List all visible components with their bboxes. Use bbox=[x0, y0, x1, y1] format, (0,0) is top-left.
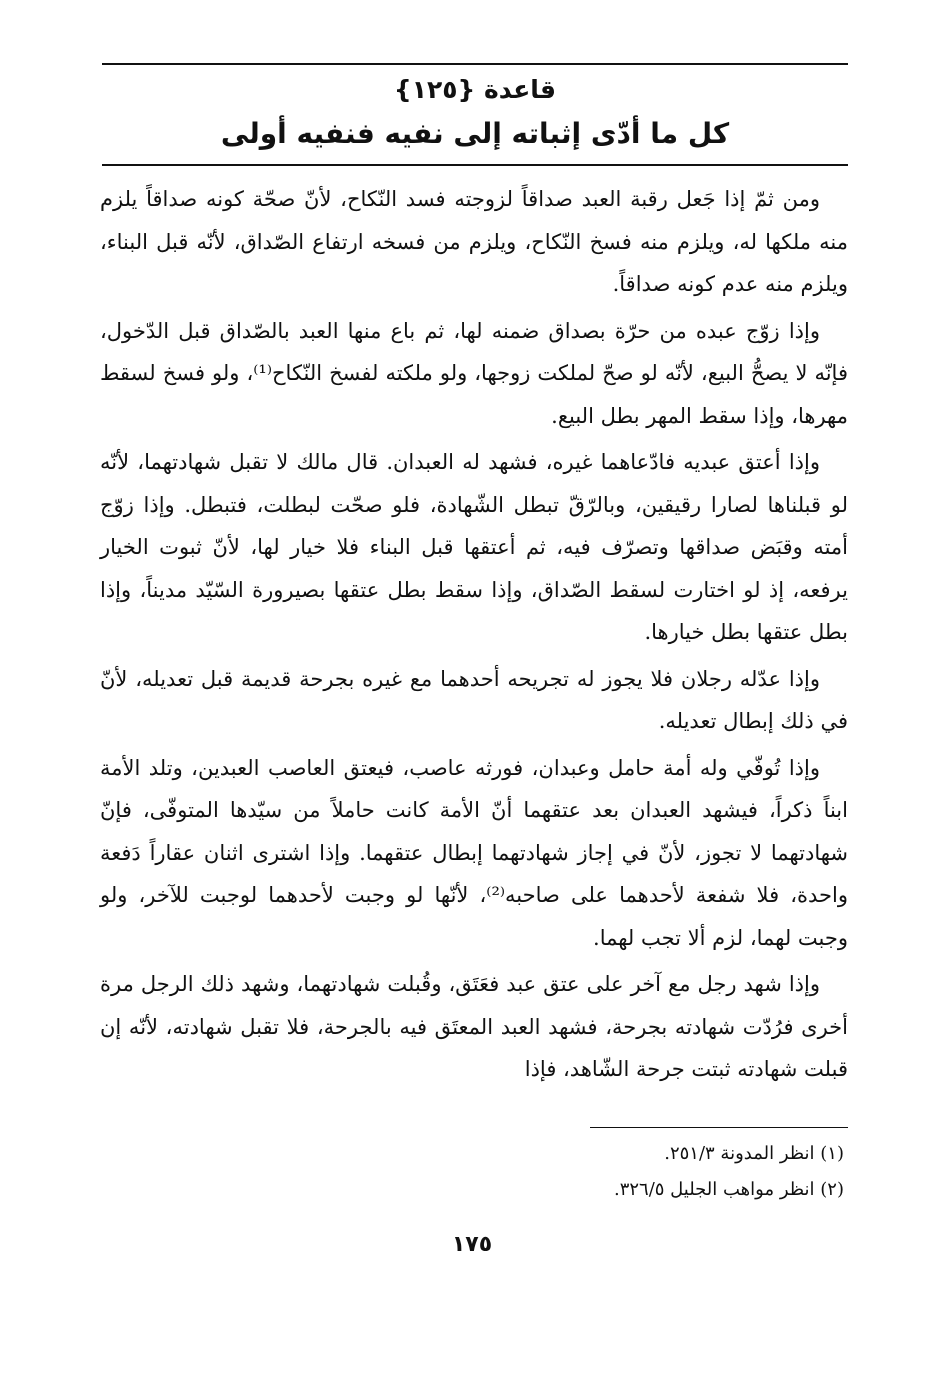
paragraph: وإذا عدّله رجلان فلا يجوز له تجريحه أحدهما مع غيره بجرحة قديمة قبل تعديله، لأنّ في ذلك إبطال تعديله. bbox=[100, 666, 848, 733]
footnote-2: (٢) انظر مواهب الجليل ٣٢٦/٥. bbox=[613, 1179, 844, 1200]
page-number: ١٧٥ bbox=[451, 1232, 493, 1257]
rule-number: قاعدة {١٢٥} bbox=[393, 75, 557, 104]
paragraph: وإذا تُوفّي وله أمة حامل وعبدان، فورثه عاصب، فيعتق العاصب العبدين، وتلد الأمة ابناً ذكراً، فيشهد العبدان بعد عتقهما أنّ الأمة كانت حاملاً من سيّدها المتوفّى، فإنّ شهادتهما لا تجوز، لأنّ في إجاز شهادتهما إبطال عتقهما. وإذا اشترى اثنان عقاراً دَفعة واحدة، فلا شفعة لأحدهما على صاحبه⁽²⁾، لأنّها لو وجبت لأحدهما لوجبت للآخر، ولو وجبت لهما، لزم ألا تجب لهما. bbox=[100, 755, 848, 950]
footnotes bbox=[100, 1136, 848, 1208]
header-top-rule bbox=[102, 63, 848, 65]
body-text bbox=[100, 178, 848, 1095]
footnote-1: (١) انظر المدونة ٢٥١/٣. bbox=[664, 1143, 844, 1164]
paragraph: وإذا زوّج عبده من حرّة بصداق ضمنه لها، ثم باع منها العبد بالصّداق قبل الدّخول، فإنّه لا يصحُّ البيع، لأنّه لو صحّ لملكت زوجها، ولو ملكته لفسخ النّكاح⁽¹⁾، ولو فسخ لسقط مهرها، وإذا سقط المهر بطل البيع. bbox=[100, 318, 848, 428]
rule-title: كل ما أدّى إثباته إلى نفيه فنفيه أولى bbox=[220, 117, 730, 150]
paragraph: وإذا شهد رجل مع آخر على عتق عبد فعَتَق، وقُبلت شهادتهما، وشهد ذلك الرجل مرة أخرى فرُدّت شهادته بجرحة، فشهد العبد المعتَق فيه بالجرحة، فلا تقبل شهادته، لأنّه إن قبلت شهادته ثبتت جرحة الشّاهد، فإذا bbox=[100, 972, 848, 1081]
header-bottom-rule bbox=[102, 164, 848, 166]
paragraph: ومن ثمّ إذا جَعل رقبة العبد صداقاً لزوجته فسد النّكاح، لأنّ صحّة كونه صداقاً يلزم منه ملكها له، ويلزم منه فسخ النّكاح، ويلزم من فسخه ارتفاع الصّداق، لأنّه قبل البناء، ويلزم منه عدم كونه صداقاً. bbox=[100, 187, 848, 296]
paragraph: وإذا أعتق عبديه فادّعاهما غيره، فشهد له العبدان. قال مالك لا تقبل شهادتهما، لأنّه لو قبلناها لصارا رقيقين، وبالرّقّ تبطل الشّهادة، فلو صحّت لبطلت، فتبطل. وإذا زوّج أمته وقبَض صداقها وتصرّف فيه، ثم أعتقها قبل البناء فلا خيار لها، لأنّ ثبوت الخيار يرفعه، إذ لو اختارت لسقط الصّداق، وإذا سقط بطل عتقها بصيرورة السّيّد مديناً، وإذا بطل عتقها بطل خيارها. bbox=[100, 450, 848, 644]
footnote-separator bbox=[590, 1127, 848, 1128]
